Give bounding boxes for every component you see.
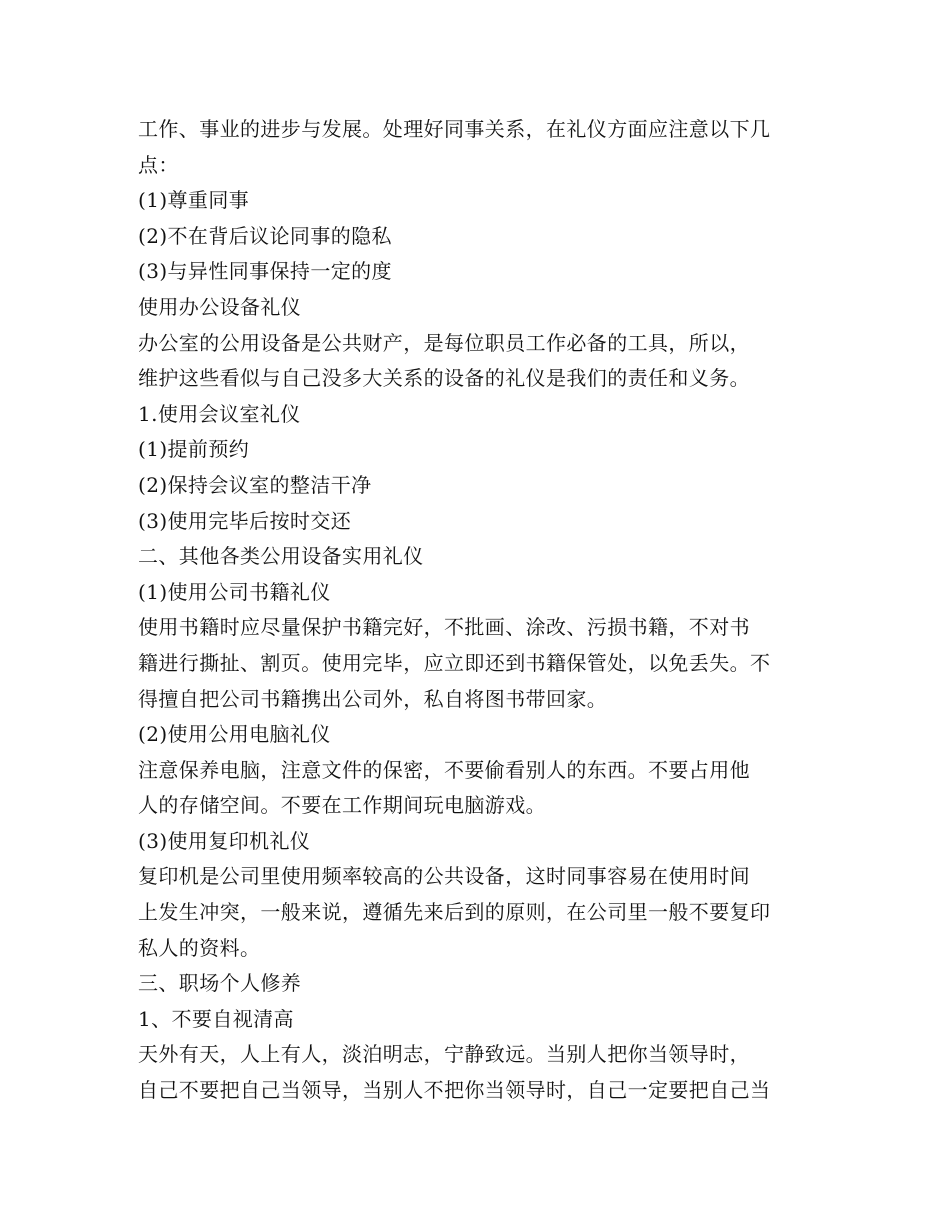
text-line: 上发生冲突，一般来说，遵循先来后到的原则，在公司里一般不要复印 xyxy=(138,900,771,925)
text-line: (3)使用完毕后按时交还 xyxy=(138,508,352,533)
text-line: 复印机是公司里使用频率较高的公共设备，这时同事容易在使用时间 xyxy=(138,864,750,889)
text-line: 工作、事业的进步与发展。处理好同事关系，在礼仪方面应注意以下几 xyxy=(138,117,771,141)
text-line: (3)使用复印机礼仪 xyxy=(138,828,311,853)
text-line: 三、职场个人修养 xyxy=(138,971,302,996)
text-line: (1)尊重同事 xyxy=(138,188,250,213)
text-line: (2)使用公用电脑礼仪 xyxy=(138,722,331,747)
text-line: 私人的资料。 xyxy=(138,935,261,960)
text-line: 得擅自把公司书籍携出公司外，私自将图书带回家。 xyxy=(138,686,608,711)
text-line: 使用办公设备礼仪 xyxy=(138,294,302,319)
text-line: (2)保持会议室的整洁干净 xyxy=(138,472,372,497)
text-line: (3)与异性同事保持一定的度 xyxy=(138,259,392,284)
text-line: 二、其他各类公用设备实用礼仪 xyxy=(138,544,424,569)
text-line: 籍进行撕扯、割页。使用完毕，应立即还到书籍保管处，以免丢失。不 xyxy=(138,650,771,675)
text-line: 人的存储空间。不要在工作期间玩电脑游戏。 xyxy=(138,793,546,818)
document-body xyxy=(138,112,818,1109)
text-line: 办公室的公用设备是公共财产，是每位职员工作必备的工具，所以， xyxy=(138,330,750,355)
text-line: 自己不要把自己当领导，当别人不把你当领导时，自己一定要把自己当 xyxy=(138,1078,771,1103)
text-line: 使用书籍时应尽量保护书籍完好，不批画、涂改、污损书籍，不对书 xyxy=(138,615,750,640)
text-line: (2)不在背后议论同事的隐私 xyxy=(138,223,392,248)
text-line: 1、不要自视清高 xyxy=(138,1006,294,1031)
text-line: 天外有天，人上有人，淡泊明志，宁静致远。当别人把你当领导时， xyxy=(138,1042,750,1067)
text-line: 点： xyxy=(138,152,179,177)
text-line: 维护这些看似与自己没多大关系的设备的礼仪是我们的责任和义务。 xyxy=(138,366,750,391)
text-line: 注意保养电脑，注意文件的保密，不要偷看别人的东西。不要占用他 xyxy=(138,757,750,782)
text-line: 1.使用会议室礼仪 xyxy=(138,401,301,426)
text-line: (1)提前预约 xyxy=(138,437,250,462)
text-line: (1)使用公司书籍礼仪 xyxy=(138,579,331,604)
